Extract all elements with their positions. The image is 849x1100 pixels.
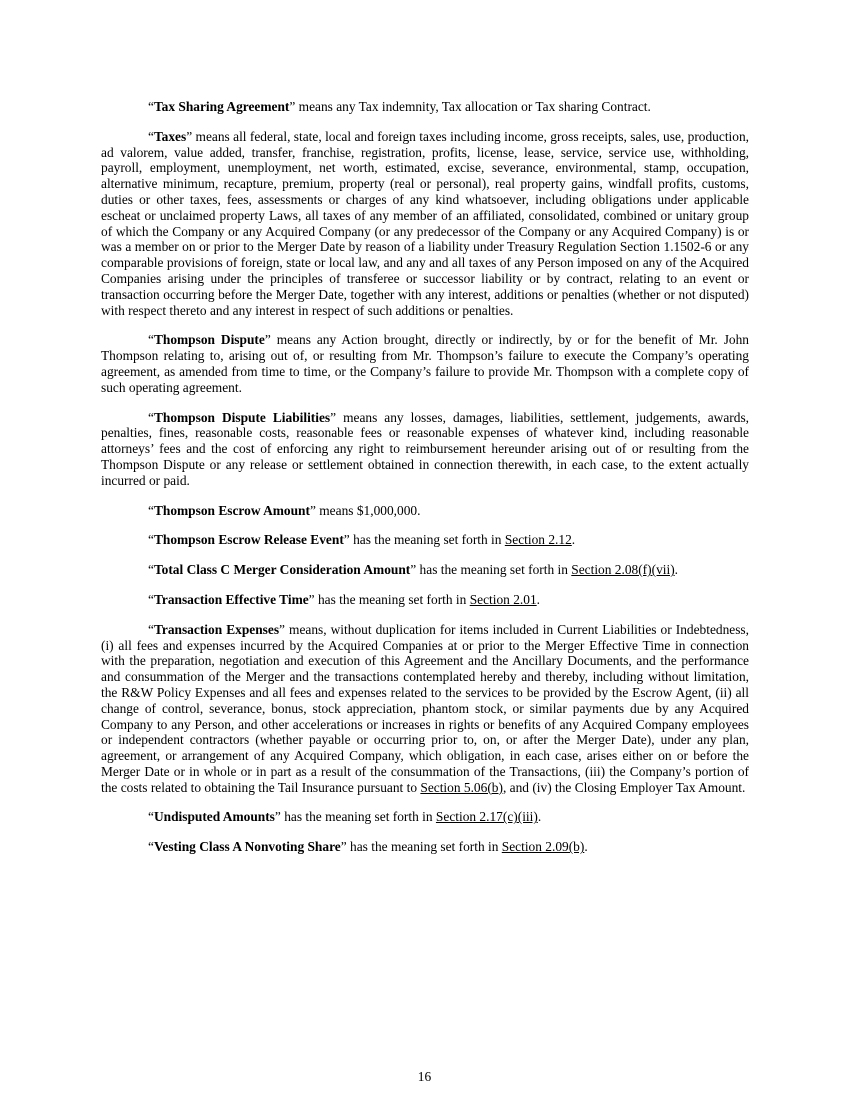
definition-text: has the meaning set forth in: [349, 532, 505, 548]
definition-tax-sharing-agreement: “Tax Sharing Agreement” means any Tax indemnity, Tax allocation or Tax sharing Contract.: [148, 99, 651, 114]
definition-text-end: .: [536, 591, 541, 607]
definition-text-end: , and (iv) the Closing Employer Tax Amount.: [502, 779, 746, 795]
definition-text-end: .: [674, 562, 679, 578]
definition-text: means any Action brought, directly or indirectly, by or for the benefit of Mr. John Thompson relating to, arising out of, or resulting from Mr. Thompson’s failure to execute the Company’s operating agreement, as amended from time to time, or the Company’s failure to provide Mr. Thompson with a complete copy of such operating agreement.: [101, 332, 750, 395]
definition-text: has the meaning set forth in: [280, 809, 436, 825]
defined-term: Tax Sharing Agreement: [153, 99, 290, 114]
section-cross-reference: Section 2.01: [469, 591, 537, 607]
defined-term: Thompson Escrow Release Event: [153, 532, 344, 548]
definition-thompson-dispute: “Thompson Dispute” means any Action brought, directly or indirectly, by or for the benefit of Mr. John Thompson relating to, arising out of, or resulting from Mr. Thompson’s failure to execute the Company’s operating agreement, as amended from time to time, or the Company’s failure to provide Mr. Thompson with a complete copy of such operating agreement.: [101, 332, 750, 395]
defined-term: Thompson Escrow Amount: [153, 502, 310, 518]
defined-term: Vesting Class A Nonvoting Share: [153, 839, 341, 855]
definition-total-class-c-merger-consideration-amount: “Total Class C Merger Consideration Amount” has the meaning set forth in Section 2.08(f)(vii).: [148, 562, 679, 578]
section-cross-reference: Section 2.09(b): [501, 839, 585, 855]
definition-text: means $1,000,000.: [315, 502, 421, 518]
defined-term: Undisputed Amounts: [153, 809, 275, 825]
section-cross-reference: Section 2.08(f)(vii): [571, 562, 675, 578]
definition-text-end: .: [537, 809, 542, 825]
section-cross-reference: Section 2.12: [504, 532, 572, 548]
definition-thompson-dispute-liabilities: “Thompson Dispute Liabilities” means any losses, damages, liabilities, settlement, judgements, awards, penalties, fines, reasonable costs, reasonable fees or reasonable expenses of whatever kind, including reasonable attorneys’ fees and the cost of enforcing any right to reimbursement hereunder arising out of or resulting from the Thompson Dispute or any release or settlement obtained in connection therewith, in each case, to the extent actually incurred or paid.: [101, 409, 749, 488]
definition-undisputed-amounts: “Undisputed Amounts” has the meaning set forth in Section 2.17(c)(iii).: [148, 809, 542, 825]
definition-vesting-class-a-nonvoting-share: “Vesting Class A Nonvoting Share” has the meaning set forth in Section 2.09(b).: [148, 839, 588, 855]
definition-thompson-escrow-amount: “Thompson Escrow Amount” means $1,000,000.: [148, 502, 421, 518]
definition-text: has the meaning set forth in: [346, 839, 502, 855]
definition-transaction-effective-time: “Transaction Effective Time” has the meaning set forth in Section 2.01.: [148, 591, 541, 607]
definition-text: has the meaning set forth in: [314, 591, 470, 607]
page-number: 16: [417, 1069, 432, 1084]
defined-term: Thompson Dispute Liabilities: [153, 409, 331, 425]
definition-text: means any losses, damages, liabilities, settlement, judgements, awards, penalties, fines, reasonable costs, reasonable fees or reasonable expenses of whatever kind, including reasonable attorneys’ fees and the cost of enforcing any right to reimbursement hereunder arising out of or resulting from the Thompson Dispute or any release or settlement obtained in connection therewith, in each case, to the extent actually incurred or paid.: [101, 409, 749, 488]
defined-term: Total Class C Merger Consideration Amount: [153, 562, 411, 578]
defined-term: Transaction Effective Time: [153, 591, 309, 607]
definition-thompson-escrow-release-event: “Thompson Escrow Release Event” has the meaning set forth in Section 2.12.: [148, 532, 576, 548]
defined-term: Thompson Dispute: [153, 332, 265, 348]
document-page: [101, 99, 749, 869]
definition-text-end: .: [571, 532, 576, 548]
definition-text: means any Tax indemnity, Tax allocation or Tax sharing Contract.: [295, 99, 651, 114]
defined-term: Transaction Expenses: [153, 621, 280, 637]
section-cross-reference: Section 5.06(b): [420, 779, 503, 795]
definition-text: means, without duplication for items included in Current Liabilities or Indebtedness, (i) all fees and expenses incurred by the Acquired Companies at or prior to the Merger Effective Time in connection with the preparation, negotiation and execution of this Agreement and the Ancillary Documents, and the performance and consummation of the Merger and the transactions contemplated hereby and thereby, including without limitation, the R&W Policy Expenses and all fees and expenses related to the services to be provided by the Escrow Agent, (ii) all change of control, severance, bonus, stock appreciation, phantom stock, or similar payments due by any Acquired Company to any Person, and other accelerations or increases in rights or benefits of any Acquired Company employees or independent contractors (whether payable or occurring prior to, on, or after the Merger Date), under any plan, agreement, or arrangement of any Acquired Company, which obligation, in each case, arises either on or before the Merger Date or in whole or in part as a result of the consummation of the Transactions, (iii) the Company’s portion of the costs related to obtaining the Tail Insurance pursuant to: [101, 621, 749, 795]
definition-text-end: .: [584, 839, 588, 855]
definition-text: means all federal, state, local and foreign taxes including income, gross receipts, sales, use, production, ad valorem, value added, transfer, franchise, registration, profits, license, lease, service, service use, withholding, payroll, employment, unemployment, net worth, estimated, excise, severance, environmental, stamp, occupation, alternative minimum, recapture, premium, property (real or personal), real property gains, windfall profits, customs, duties or other taxes, fees, assessments or charges of any kind whatsoever, including obligations under applicable escheat or unclaimed property Laws, all taxes of any member of an affiliated, consolidated, combined or unitary group of which the Company or any Acquired Company (or any predecessor of the Company or any Acquired Company) is or was a member on or prior to the Merger Date by reason of a liability under Treasury Regulation Section 1.1502-6 or any comparable provisions of foreign, state or local law, and any and all taxes of any Person imposed on any of the Acquired Companies arising under the principles of transferee or successor liability or by contract, relating to an event or transaction occurring before the Merger Date, together with any interest, additions or penalties (whether or not disputed) with respect thereto and any interest in respect of such additions or penalties.: [101, 128, 749, 318]
definition-transaction-expenses: “Transaction Expenses” means, without duplication for items included in Current Liabilities or Indebtedness, (i) all fees and expenses incurred by the Acquired Companies at or prior to the Merger Effective Time in connection with the preparation, negotiation and execution of this Agreement and the Ancillary Documents, and the performance and consummation of the Merger and the transactions contemplated hereby and thereby, including without limitation, the R&W Policy Expenses and all fees and expenses related to the services to be provided by the Escrow Agent, (ii) all change of control, severance, bonus, stock appreciation, phantom stock, or similar payments due by any Acquired Company to any Person, and other accelerations or increases in rights or benefits of any Acquired Company employees or independent contractors (whether payable or occurring prior to, on, or after the Merger Date), under any plan, agreement, or arrangement of any Acquired Company, which obligation, in each case, arises either on or before the Merger Date or in whole or in part as a result of the consummation of the Transactions, (iii) the Company’s portion of the costs related to obtaining the Tail Insurance pursuant to Section 5.06(b), and (iv) the Closing Employer Tax Amount.: [101, 621, 749, 795]
section-cross-reference: Section 2.17(c)(iii): [435, 809, 538, 825]
definition-text: has the meaning set forth in: [416, 562, 572, 578]
defined-term: Taxes: [153, 128, 187, 144]
definition-taxes: “Taxes” means all federal, state, local and foreign taxes including income, gross receipts, sales, use, production, ad valorem, value added, transfer, franchise, registration, profits, license, lease, service, service use, withholding, payroll, employment, unemployment, net worth, estimated, excise, severance, environmental, stamp, occupation, alternative minimum, recapture, premium, property (real or personal), real property gains, windfall profits, customs, duties or other taxes, fees, assessments or charges of any kind whatsoever, including obligations under applicable escheat or unclaimed property Laws, all taxes of any member of an affiliated, consolidated, combined or unitary group of which the Company or any Acquired Company (or any predecessor of the Company or any Acquired Company) is or was a member on or prior to the Merger Date by reason of a liability under Treasury Regulation Section 1.1502-6 or any comparable provisions of foreign, state or local law, and any and all taxes of any Person imposed on any of the Acquired Companies arising under the principles of transferee or successor liability or by contract, relating to an event or transaction occurring before the Merger Date, together with any interest, additions or penalties (whether or not disputed) with respect thereto and any interest in respect of such additions or penalties.: [101, 128, 749, 318]
